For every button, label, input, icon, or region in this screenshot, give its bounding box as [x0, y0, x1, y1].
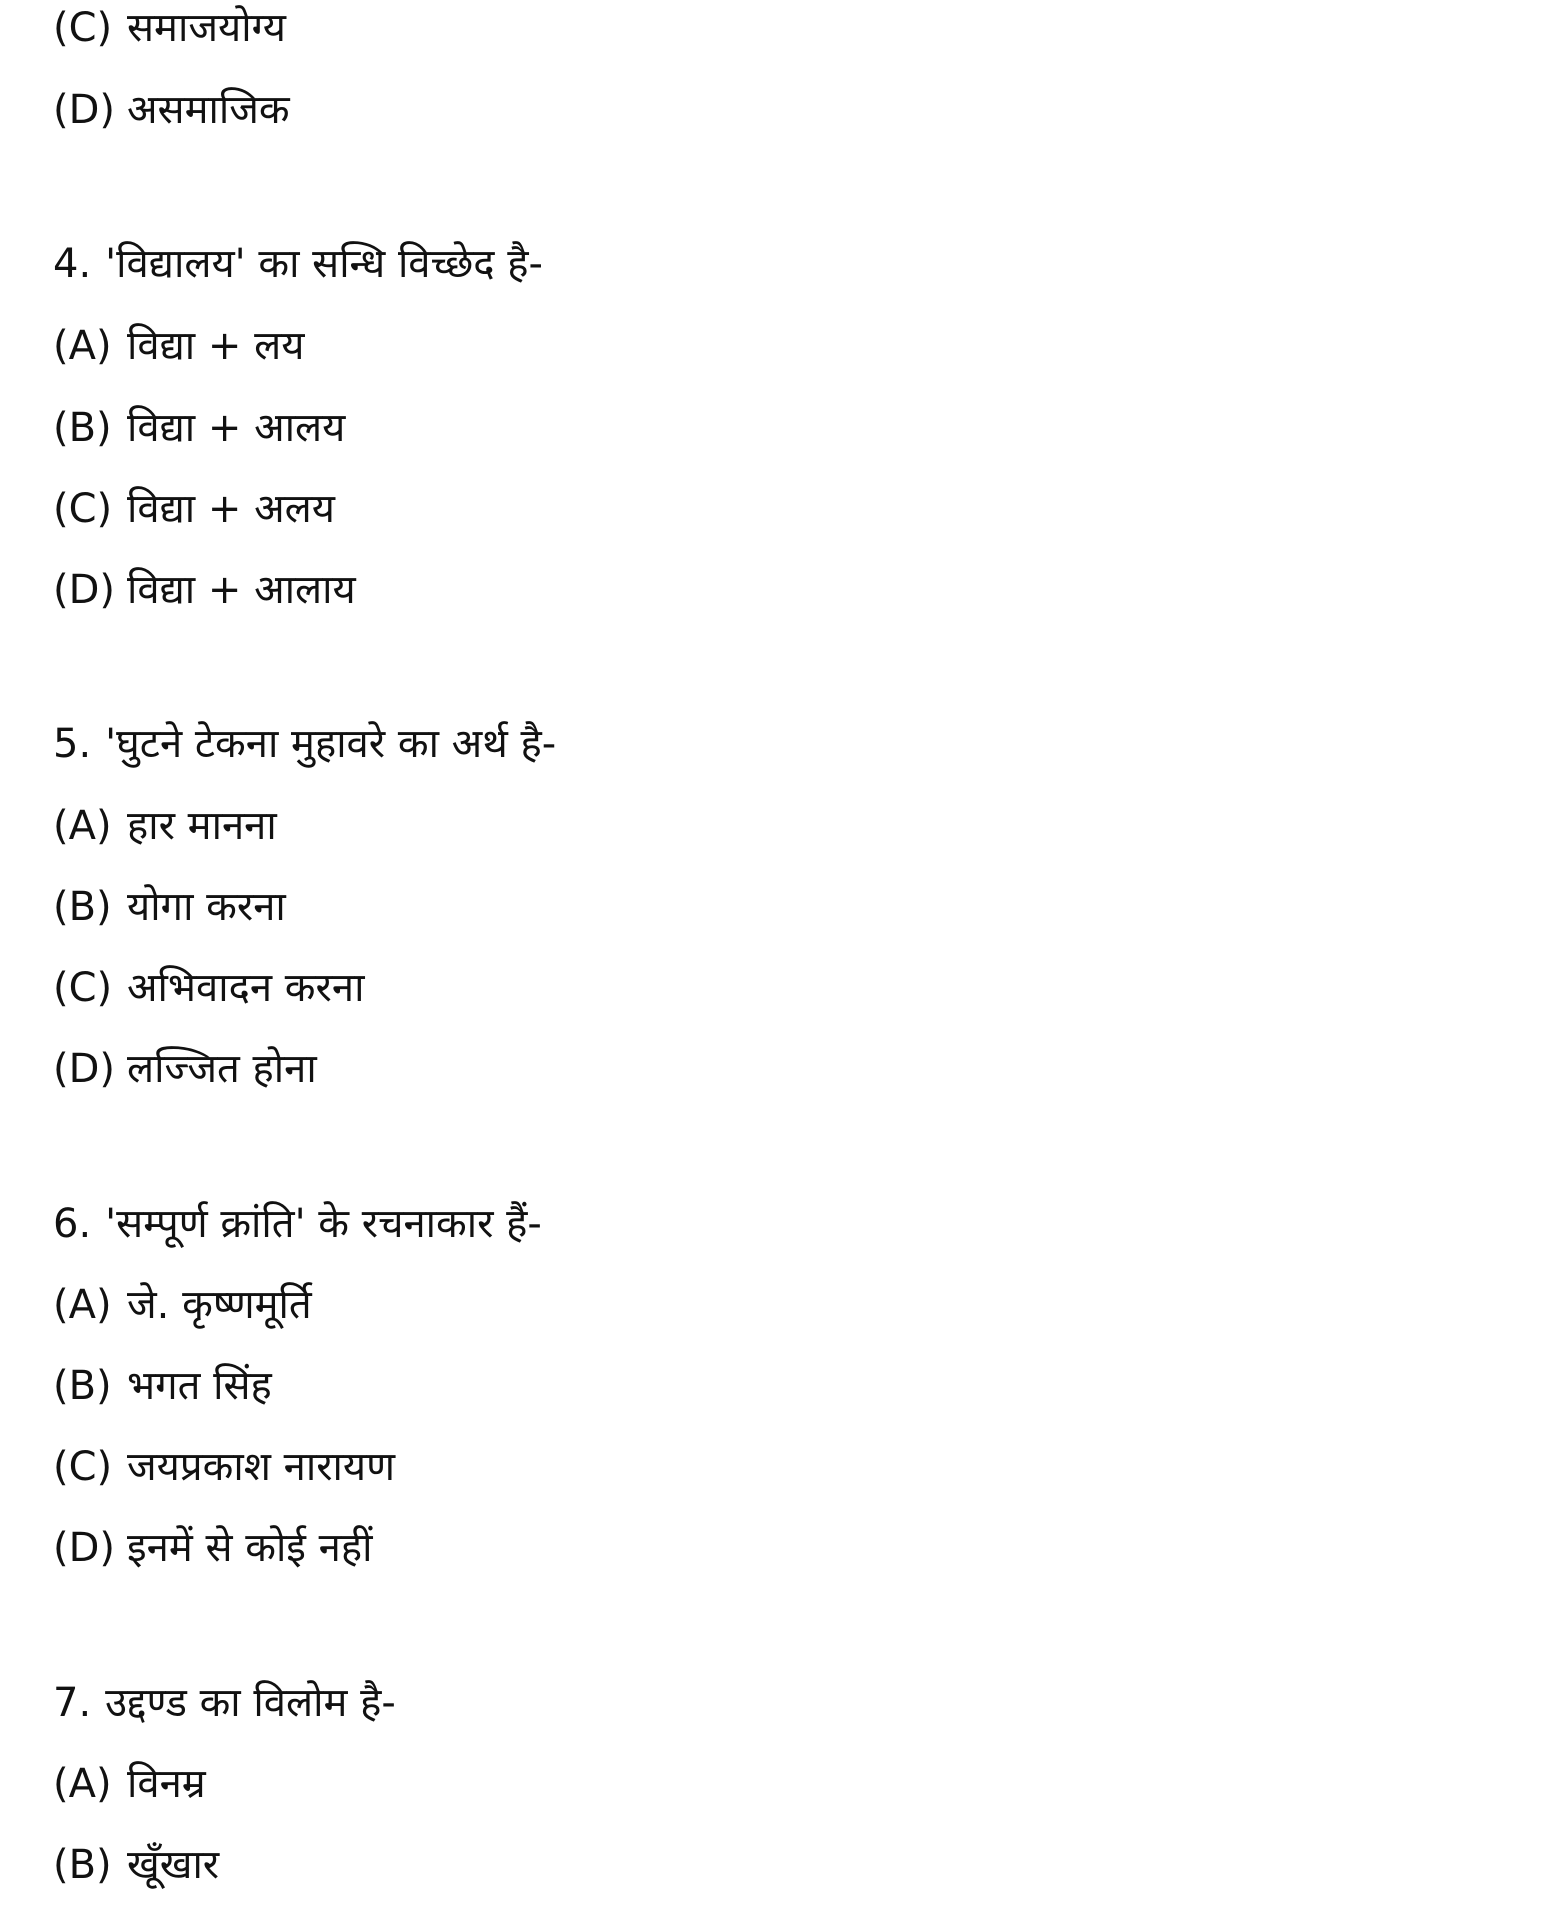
question-number: 7. — [53, 1680, 92, 1726]
option-text: विद्या + लय — [127, 323, 305, 369]
option-letter: (D) — [53, 567, 116, 613]
question-6 — [53, 1196, 542, 1252]
option-text: योगा करना — [127, 884, 286, 930]
option-c-q3 — [53, 0, 286, 56]
question-5-option-a — [53, 798, 277, 854]
option-text: भगत सिंह — [127, 1363, 272, 1409]
option-letter: (D) — [53, 1046, 116, 1092]
option-text: इनमें से कोई नहीं — [127, 1525, 373, 1571]
question-5-option-b — [53, 879, 286, 935]
option-text: विद्या + आलाय — [127, 567, 356, 613]
option-letter: (A) — [53, 1282, 112, 1328]
question-4-option-a — [53, 318, 304, 374]
question-number: 5. — [53, 721, 92, 767]
question-6-option-c — [53, 1439, 395, 1495]
question-text: 'घुटने टेकना मुहावरे का अर्थ है- — [105, 721, 557, 767]
question-5-option-c — [53, 960, 364, 1016]
option-letter: (B) — [53, 1363, 112, 1409]
question-6-option-b — [53, 1358, 272, 1414]
question-4 — [53, 236, 543, 292]
option-text: लज्जित होना — [127, 1046, 317, 1092]
question-number: 6. — [53, 1201, 92, 1247]
option-text: असमाजिक — [127, 87, 290, 133]
question-7 — [53, 1675, 396, 1731]
question-4-option-c — [53, 481, 335, 537]
question-7-option-b — [53, 1837, 219, 1893]
option-letter: (B) — [53, 1842, 112, 1888]
option-letter: (A) — [53, 323, 112, 369]
option-text: खूँखार — [127, 1842, 220, 1888]
question-5 — [53, 716, 556, 772]
option-letter: (C) — [53, 1444, 113, 1490]
option-letter: (B) — [53, 884, 112, 930]
option-letter: (D) — [53, 87, 116, 133]
option-letter: (C) — [53, 965, 113, 1011]
option-d-q3 — [53, 82, 290, 138]
option-text: विद्या + आलय — [127, 405, 346, 451]
option-text: समाजयोग्य — [127, 5, 286, 51]
option-text: विनम्र — [127, 1761, 206, 1807]
question-text: 'सम्पूर्ण क्रांति' के रचनाकार हैं- — [105, 1201, 542, 1247]
option-text: जे. कृष्णमूर्ति — [127, 1282, 312, 1328]
option-text: अभिवादन करना — [127, 965, 365, 1011]
question-6-option-d — [53, 1520, 372, 1576]
option-text: हार मानना — [127, 803, 277, 849]
question-number: 4. — [53, 241, 92, 287]
question-4-option-b — [53, 400, 345, 456]
question-text: उद्दण्ड का विलोम है- — [105, 1680, 396, 1726]
question-5-option-d — [53, 1041, 317, 1097]
option-letter: (B) — [53, 405, 112, 451]
question-4-option-d — [53, 562, 356, 618]
option-letter: (C) — [53, 486, 113, 532]
question-text: 'विद्यालय' का सन्धि विच्छेद है- — [105, 241, 543, 287]
option-letter: (A) — [53, 1761, 112, 1807]
option-letter: (D) — [53, 1525, 116, 1571]
option-letter: (C) — [53, 5, 113, 51]
option-text: जयप्रकाश नारायण — [127, 1444, 396, 1490]
option-letter: (A) — [53, 803, 112, 849]
question-7-option-a — [53, 1756, 206, 1812]
question-6-option-a — [53, 1277, 312, 1333]
option-text: विद्या + अलय — [127, 486, 335, 532]
